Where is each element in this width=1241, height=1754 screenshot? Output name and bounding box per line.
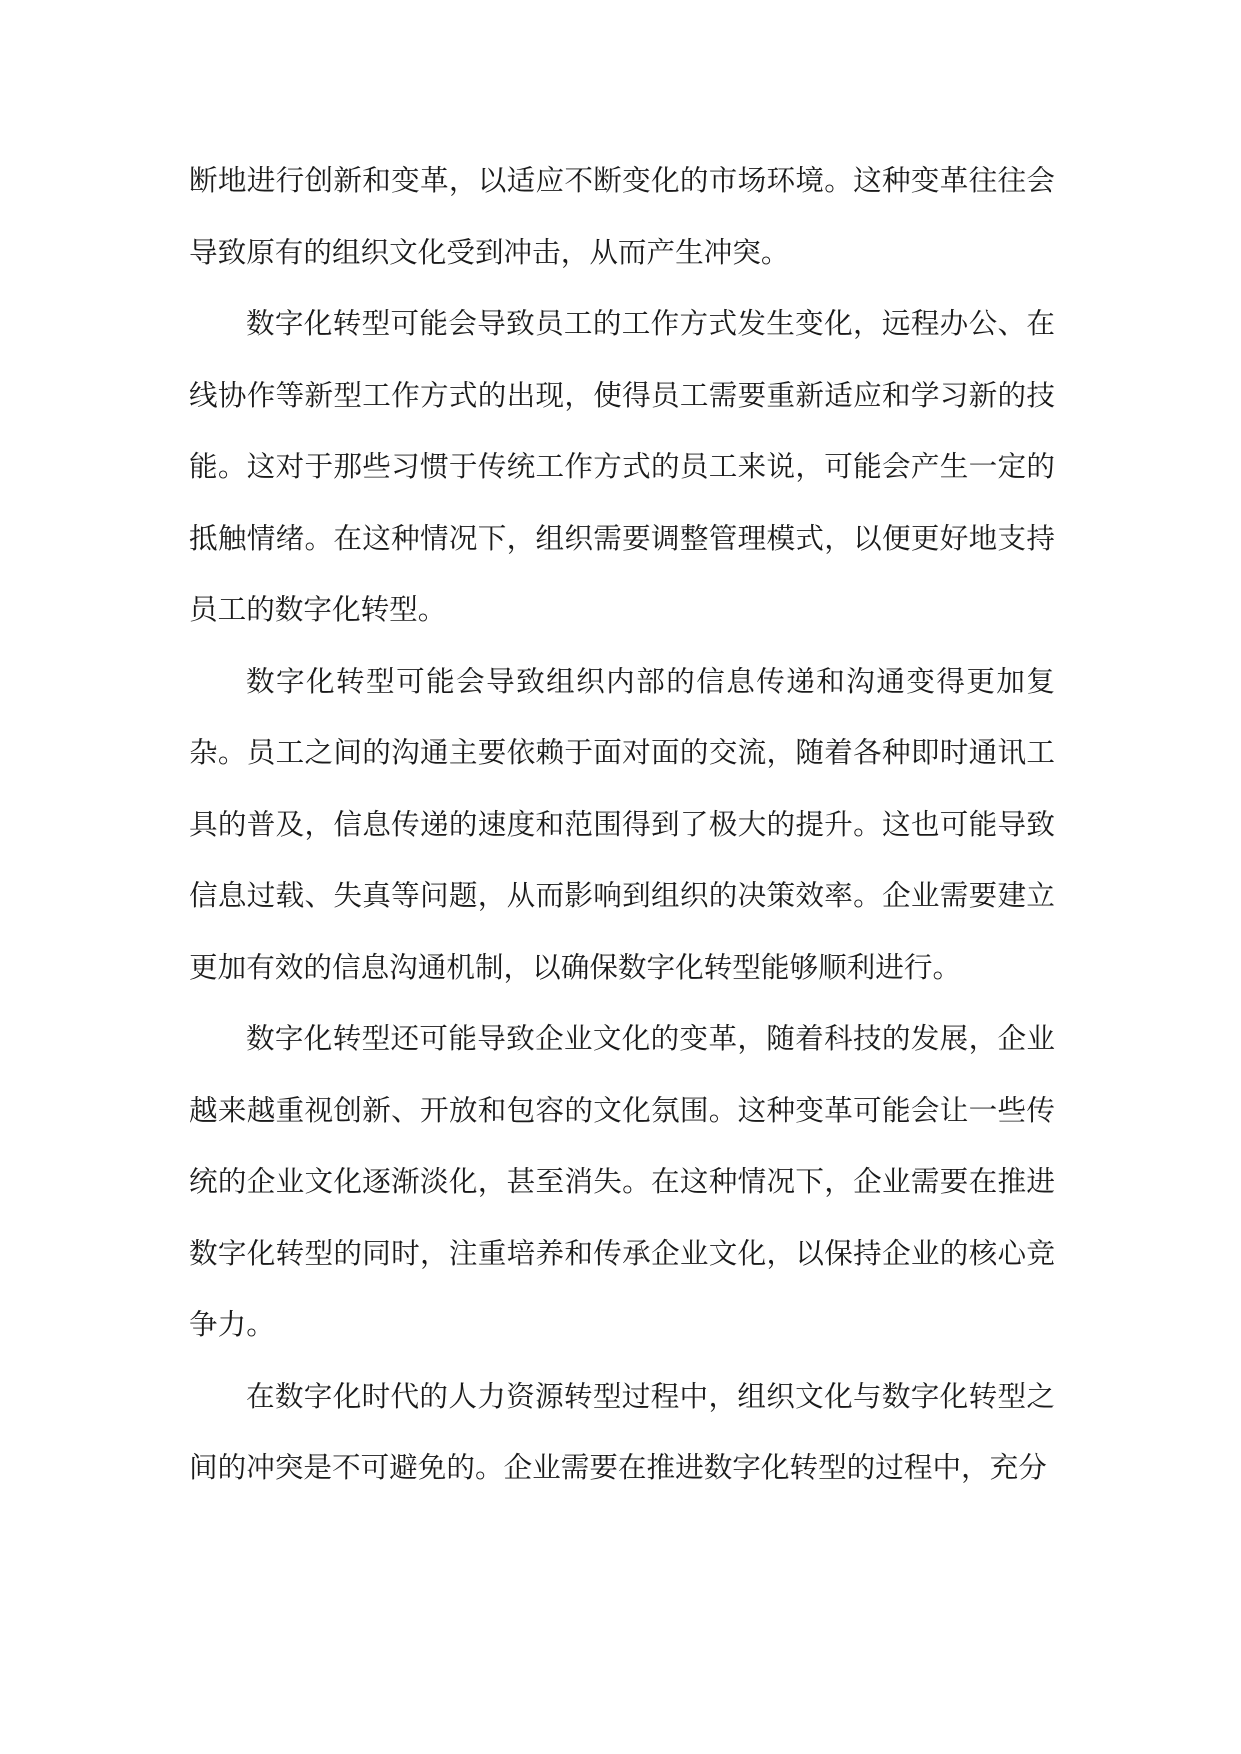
document-body: [189, 145, 1055, 1504]
paragraph-4: 数字化转型还可能导致企业文化的变革，随着科技的发展，企业越来越重视创新、开放和包容的文化氛围。这种变革可能会让一些传统的企业文化逐渐淡化，甚至消失。在这种情况下，企业需要在推进数字化转型的同时，注重培养和传承企业文化，以保持企业的核心竞争力。: [189, 1021, 1055, 1341]
paragraph-2: 数字化转型可能会导致员工的工作方式发生变化，远程办公、在线协作等新型工作方式的出现，使得员工需要重新适应和学习新的技能。这对于那些习惯于传统工作方式的员工来说，可能会产生一定的抵触情绪。在这种情况下，组织需要调整管理模式，以便更好地支持员工的数字化转型。: [189, 306, 1055, 626]
paragraph-1: 断地进行创新和变革，以适应不断变化的市场环境。这种变革往往会导致原有的组织文化受到冲击，从而产生冲突。: [189, 163, 1055, 269]
paragraph-3: 数字化转型可能会导致组织内部的信息传递和沟通变得更加复杂。员工之间的沟通主要依赖于面对面的交流，随着各种即时通讯工具的普及，信息传递的速度和范围得到了极大的提升。这也可能导致信息过载、失真等问题，从而影响到组织的决策效率。企业需要建立更加有效的信息沟通机制，以确保数字化转型能够顺利进行。: [189, 663, 1055, 984]
paragraph-5: 在数字化时代的人力资源转型过程中，组织文化与数字化转型之间的冲突是不可避免的。企业需要在推进数字化转型的过程中，充分: [189, 1378, 1055, 1484]
